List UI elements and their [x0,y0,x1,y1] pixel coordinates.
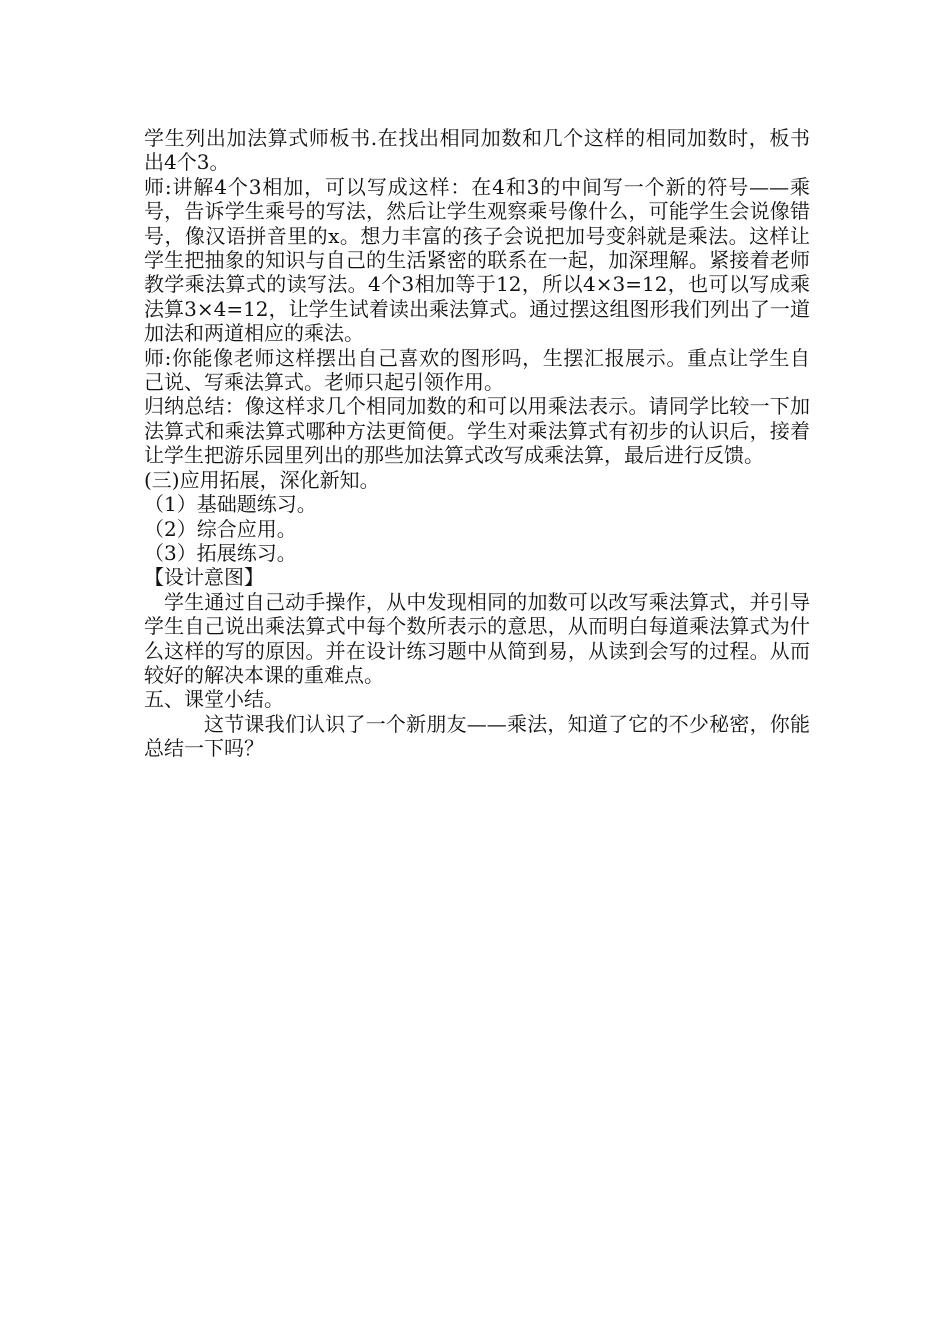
list-item-basic-exercise: （1）基础题练习。 [144,492,317,517]
paragraph-student-practice: 师:你能像老师这样摆出自己喜欢的图形吗，生摆汇报展示。重点让学生自己说、写乘法算式。老师只起引领作用。 [144,345,810,395]
list-item-extension-exercise: （3）拓展练习。 [144,540,297,565]
class-summary-heading: 五、课堂小结。 [144,687,284,712]
document-body [144,126,810,761]
class-summary-paragraph: 这节课我们认识了一个新朋友——乘法，知道了它的不少秘密，你能总结一下吗？ [144,711,810,761]
paragraph-board-writing: 学生列出加法算式师板书.在找出相同加数和几个这样的相同加数时，板书出4个3。 [144,126,810,175]
design-intent-paragraph: 学生通过自己动手操作，从中发现相同的加数可以改写乘法算式，并引导学生自己说出乘法算式中每个数所表示的意思，从而明白每道乘法算式为什么这样的写的原因。并在设计练习题中从简到易，从读到会写的过程。从而较好的解决本课的重难点。 [144,589,810,687]
list-item-comprehensive-application: （2）综合应用。 [144,516,297,541]
section-heading-application: (三)应用拓展，深化新知。 [144,467,380,492]
paragraph-multiplication-sign: 师:讲解4个3相加，可以写成这样：在4和3的中间写一个新的符号——乘号，告诉学生乘号的写法，然后让学生观察乘号像什么，可能学生会说像错号，像汉语拼音里的x。想力丰富的孩子会说把加号变斜就是乘法。这样让学生把抽象的知识与自己的生活紧密的联系在一起，加深理解。紧接着老师教学乘法算式的读写法。4个3相加等于12，所以4×3=12，也可以写成乘法算3×4=12，让学生试着读出乘法算式。通过摆这组图形我们列出了一道加法和两道相应的乘法。 [144,174,810,346]
design-intent-heading: 【设计意图】 [144,565,264,590]
paragraph-summary-conclusion: 归纳总结：像这样求几个相同加数的和可以用乘法表示。请同学比较一下加法算式和乘法算式哪种方法更简便。学生对乘法算式有初步的认识后，接着让学生把游乐园里列出的那些加法算式改写成乘法算，最后进行反馈。 [144,394,810,468]
